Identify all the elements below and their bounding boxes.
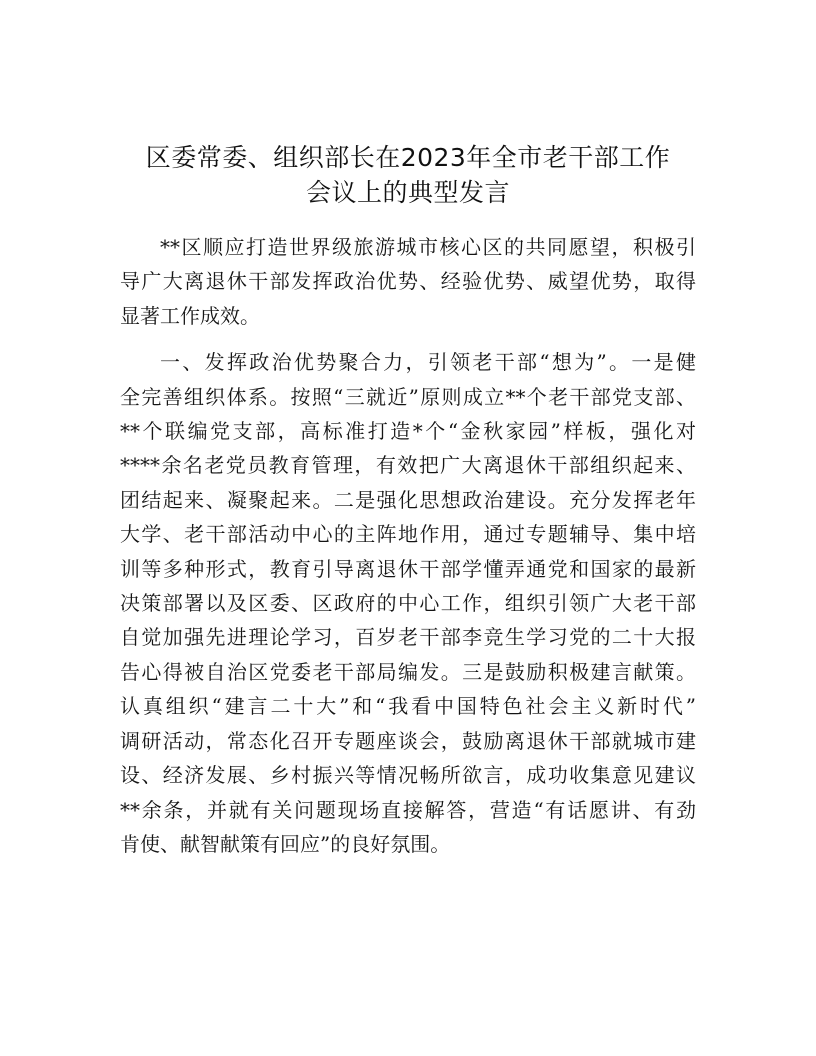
paragraph-line: 认真组织“建言二十大”和“我看中国特色社会主义新时代” [120, 694, 696, 719]
paragraph-line: 大学、老干部活动中心的主阵地作用，通过专题辅导、集中培 [120, 522, 696, 547]
paragraph-line: 团结起来、凝聚起来。二是强化思想政治建设。充分发挥老年 [120, 487, 696, 512]
title-line-2: 会议上的典型发言 [305, 178, 510, 207]
section-one-paragraph [120, 345, 696, 861]
paragraph-line: 显著工作成效。 [120, 303, 260, 328]
paragraph-line: 训等多种形式，教育引导离退休干部学懂弄通党和国家的最新 [120, 556, 696, 581]
paragraph-line: 全完善组织体系。按照“三就近”原则成立**个老干部党支部、 [120, 384, 696, 409]
paragraph-line: 导广大离退休干部发挥政治优势、经验优势、威望优势，取得 [120, 269, 696, 294]
title-line-1: 区委常委、组织部长在2023年全市老干部工作 [145, 143, 671, 172]
paragraph-line: 决策部署以及区委、区政府的中心工作，组织引领广大老干部 [120, 591, 696, 616]
paragraph-line: **区顺应打造世界级旅游城市核心区的共同愿望，积极引 [160, 235, 696, 259]
paragraph-line: **个联编党支部，高标准打造*个“金秋家园”样板，强化对 [120, 419, 696, 444]
paragraph-line: 一、发挥政治优势聚合力，引领老干部“想为”。一是健 [160, 350, 696, 375]
document-title [100, 140, 716, 210]
paragraph-line: 自觉加强先进理论学习，百岁老干部李竞生学习党的二十大报 [120, 625, 696, 650]
paragraph-line: 调研活动，常态化召开专题座谈会，鼓励离退休干部就城市建 [120, 728, 696, 753]
document-body [120, 230, 696, 873]
paragraph-line: 肯使、献智献策有回应”的良好氛围。 [120, 831, 451, 856]
paragraph-line: 告心得被自治区党委老干部局编发。三是鼓励积极建言献策。 [120, 659, 696, 684]
paragraph-line: **余条，并就有关问题现场直接解答，营造“有话愿讲、有劲 [120, 797, 696, 822]
paragraph-line: 设、经济发展、乡村振兴等情况畅所欲言，成功收集意见建议 [120, 763, 696, 788]
intro-paragraph [120, 230, 696, 333]
paragraph-line: ****余名老党员教育管理，有效把广大离退休干部组织起来、 [120, 453, 696, 478]
